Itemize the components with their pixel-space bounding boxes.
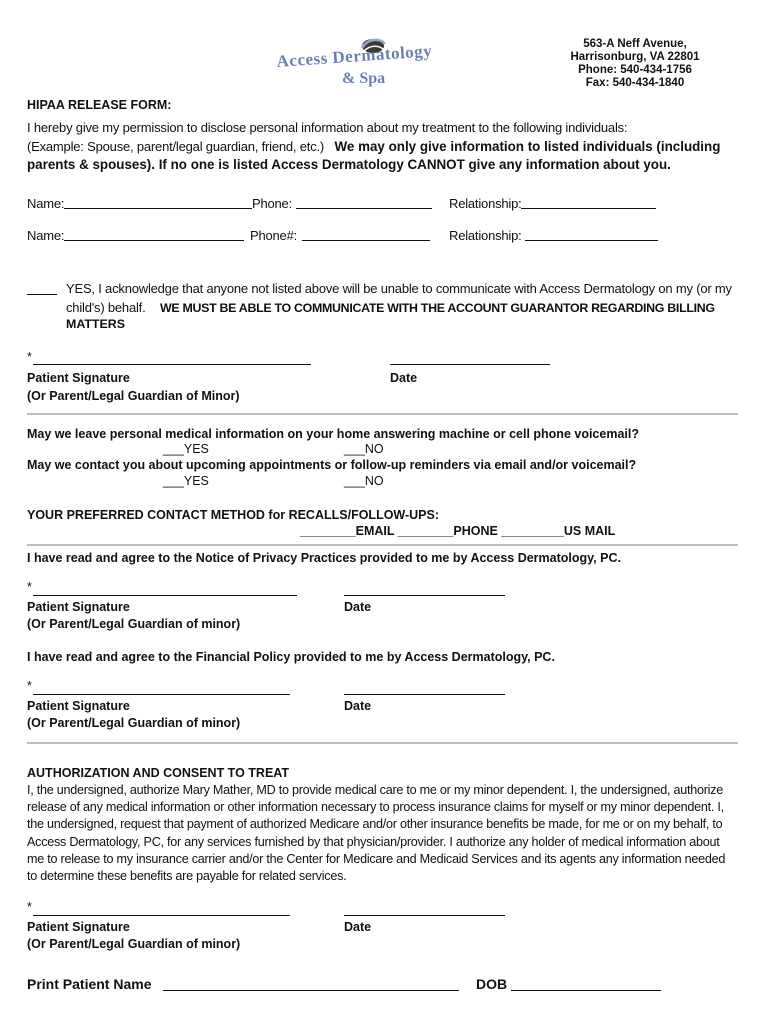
sig1-signature-field[interactable] xyxy=(33,364,311,365)
sig1-star: * xyxy=(27,350,32,364)
phone-field-2[interactable] xyxy=(302,240,430,241)
print-name-field[interactable] xyxy=(163,990,459,991)
relationship-label-1: Relationship: xyxy=(449,196,522,211)
voicemail-yes[interactable]: ___YES xyxy=(163,442,209,456)
ack-text-2-bold: WE MUST BE ABLE TO COMMUNICATE WITH THE ACCOUNT GUARANTOR REGARDING BILLING xyxy=(159,301,715,315)
hipaa-title: HIPAA RELEASE FORM: xyxy=(27,98,172,112)
address-street: 563-A Neff Avenue, xyxy=(583,38,687,50)
reminder-yes[interactable]: ___YES xyxy=(163,474,209,488)
phone-label-1: Phone: xyxy=(252,196,293,211)
sig4-star: * xyxy=(27,900,32,914)
privacy-notice-text: I have read and agree to the Notice of Privacy Practices provided to me by Access Dermatology, PC. xyxy=(27,551,621,565)
relationship-field-2[interactable] xyxy=(525,240,658,241)
consent-line: me to release to my insurance carrier and/or the Center for Medicare and Medicaid Services and its agents any information needed xyxy=(27,851,726,866)
consent-line: release of any medical information or other information necessary to process insurance claims for myself or my minor dependent. I, xyxy=(27,800,724,815)
sig3-date-label: Date xyxy=(344,699,372,713)
sig4-date-field[interactable] xyxy=(344,915,505,916)
phone-label-2: Phone#: xyxy=(250,228,298,243)
logo xyxy=(270,36,480,92)
sig2-star: * xyxy=(27,580,32,594)
hipaa-warning-2: parents & spouses). If no one is listed Access Dermatology CANNOT give any information about you. xyxy=(27,157,671,172)
print-name-label: Print Patient Name xyxy=(27,976,152,992)
sig2-label: Patient Signature xyxy=(27,600,130,614)
consent-line: to determine these benefits are payable for related services. xyxy=(27,869,347,884)
preferred-contact-options[interactable]: ________EMAIL ________PHONE _________US MAIL xyxy=(300,524,616,538)
address-fax: Fax: 540-434-1840 xyxy=(585,77,685,89)
sig3-star: * xyxy=(27,679,32,693)
ack-row-2 xyxy=(66,299,715,317)
name-field-2[interactable] xyxy=(64,240,244,241)
sig2-date-field[interactable] xyxy=(344,595,505,596)
ack-text-1: YES, I acknowledge that anyone not listed above will be unable to communicate with Access Dermatology on my (or my xyxy=(66,281,732,296)
dob-label: DOB xyxy=(476,976,508,992)
voicemail-no[interactable]: ___NO xyxy=(344,442,384,456)
hipaa-intro: I hereby give my permission to disclose personal information about my treatment to the following individuals: xyxy=(27,120,628,135)
ack-checkbox-line[interactable] xyxy=(27,294,57,295)
hipaa-example-row xyxy=(27,138,720,156)
sig2-date-label: Date xyxy=(344,600,372,614)
divider-1 xyxy=(27,413,738,415)
divider-3 xyxy=(27,742,738,744)
sig4-label: Patient Signature xyxy=(27,920,130,934)
divider-2 xyxy=(27,544,738,546)
dob-field[interactable] xyxy=(511,990,661,991)
sig3-date-field[interactable] xyxy=(344,694,505,695)
sig2-sublabel: (Or Parent/Legal Guardian of minor) xyxy=(27,617,241,631)
reminder-question: May we contact you about upcoming appointments or follow-up reminders via email and/or voicemail? xyxy=(27,458,637,472)
consent-line: I, the undersigned, authorize Mary Mather, MD to provide medical care to me or my minor dependent. I, the undersigned, authorize xyxy=(27,783,724,797)
consent-line: Access Dermatology, PC, for any services furnished by that physician/provider. I authorize any holder of medical information about xyxy=(27,834,720,849)
sig4-sublabel: (Or Parent/Legal Guardian of minor) xyxy=(27,937,241,951)
sig3-sublabel: (Or Parent/Legal Guardian of minor) xyxy=(27,716,241,730)
sig1-sublabel: (Or Parent/Legal Guardian of Minor) xyxy=(27,389,240,403)
sig4-date-label: Date xyxy=(344,920,372,934)
preferred-contact-title: YOUR PREFERRED CONTACT METHOD for RECALLS/FOLLOW-UPS: xyxy=(27,508,439,522)
relationship-field-1[interactable] xyxy=(521,208,656,209)
address-city: Harrisonburg, VA 22801 xyxy=(570,51,700,63)
relationship-label-2: Relationship: xyxy=(449,228,522,243)
name-label-2: Name: xyxy=(27,228,65,243)
voicemail-question: May we leave personal medical information on your home answering machine or cell phone voicemail? xyxy=(27,427,639,441)
consent-line: the undersigned, request that payment of authorized Medicare and/or other insurance benefits be made, for me or on my behalf, to xyxy=(27,817,723,832)
logo-text: Access Dermatology xyxy=(276,41,433,71)
clinic-address xyxy=(555,38,715,90)
sig3-signature-field[interactable] xyxy=(33,694,290,695)
reminder-no[interactable]: ___NO xyxy=(344,474,384,488)
sig1-date-field[interactable] xyxy=(390,364,550,365)
consent-body xyxy=(27,782,757,885)
sig2-signature-field[interactable] xyxy=(33,595,297,596)
address-phone: Phone: 540-434-1756 xyxy=(578,64,692,76)
name-label-1: Name: xyxy=(27,196,65,211)
logo-subtext: & Spa xyxy=(342,70,386,87)
sig4-signature-field[interactable] xyxy=(33,915,290,916)
sig1-date-label: Date xyxy=(390,371,418,385)
phone-field-1[interactable] xyxy=(296,208,432,209)
sig3-label: Patient Signature xyxy=(27,699,130,713)
hipaa-warning-1: We may only give information to listed individuals (including xyxy=(334,139,721,154)
financial-policy-text: I have read and agree to the Financial Policy provided to me by Access Dermatology, PC. xyxy=(27,650,555,664)
consent-title: AUTHORIZATION AND CONSENT TO TREAT xyxy=(27,766,290,780)
ack-text-3: MATTERS xyxy=(66,317,125,331)
hipaa-example: (Example: Spouse, parent/legal guardian, friend, etc.) xyxy=(27,139,325,154)
ack-text-2: child's) behalf. xyxy=(66,300,146,315)
sig1-label: Patient Signature xyxy=(27,371,130,385)
name-field-1[interactable] xyxy=(64,208,252,209)
